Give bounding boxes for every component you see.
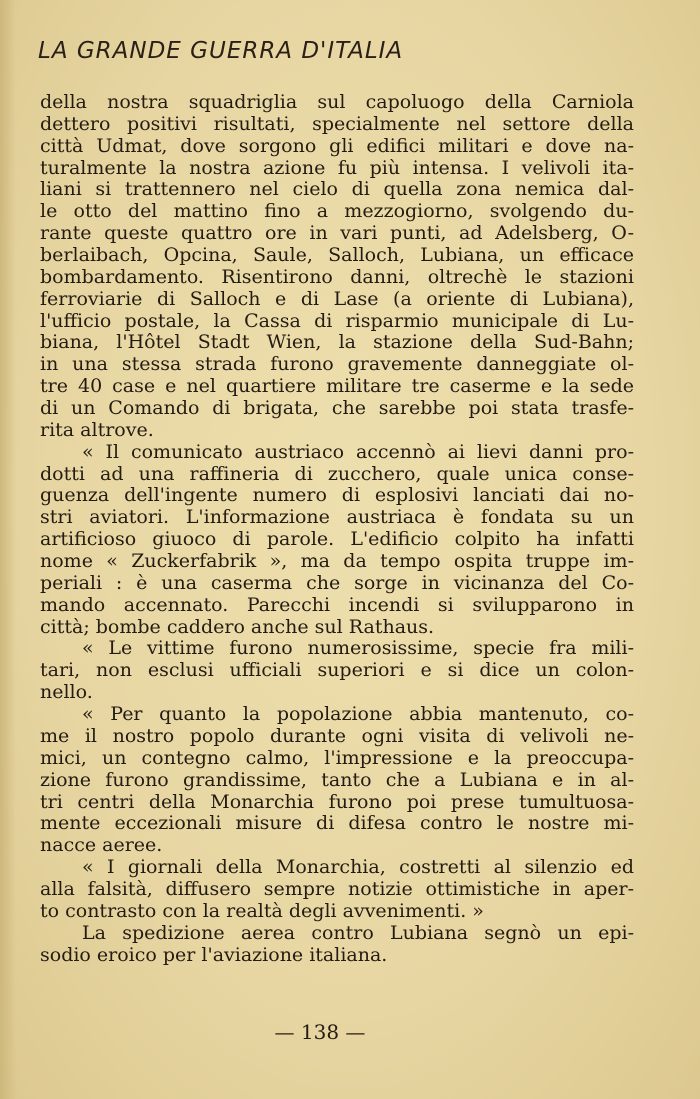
- text-line: biana, l'Hôtel Stadt Wien, la stazione della Sud-Bahn;: [40, 331, 634, 354]
- text-line: « Il comunicato austriaco accennò ai lievi danni pro-: [82, 440, 634, 463]
- text-line: nome « Zuckerfabrik », ma da tempo ospita truppe im-: [40, 550, 634, 573]
- text-line: tari, non esclusi ufficiali superiori e si dice un colon-: [40, 659, 634, 682]
- text-line: mente eccezionali misure di difesa contro le nostre mi-: [40, 812, 634, 835]
- text-line: artificioso giuoco di parole. L'edificio colpito ha infatti: [40, 528, 634, 551]
- text-line: in una stessa strada furono gravemente danneggiate ol-: [40, 353, 634, 376]
- text-line: zione furono grandissime, tanto che a Lubiana e in al-: [40, 768, 634, 791]
- text-line: turalmente la nostra azione fu più intensa. I velivoli ita-: [40, 156, 634, 179]
- text-line: « Le vittime furono numerosissime, specie fra mili-: [82, 637, 634, 660]
- text-line: periali : è una caserma che sorge in vicinanza del Co-: [40, 571, 634, 594]
- text-line: stri aviatori. L'informazione austriaca è fondata su un: [40, 506, 634, 529]
- text-line: dettero positivi risultati, specialmente nel settore della: [40, 112, 634, 135]
- text-line: tri centri della Monarchia furono poi prese tumultuosa-: [40, 790, 634, 813]
- text-line: dotti ad una raffineria di zucchero, quale unica conse-: [40, 462, 634, 485]
- text-line: l'ufficio postale, la Cassa di risparmio municipale di Lu-: [40, 309, 634, 332]
- text-line: mando accennato. Parecchi incendi si svilupparono in: [40, 593, 634, 616]
- text-line: tre 40 case e nel quartiere militare tre caserme e la sede: [40, 375, 634, 398]
- body-text: [40, 92, 634, 966]
- text-line: La spedizione aerea contro Lubiana segnò un epi-: [82, 921, 634, 944]
- text-line: « I giornali della Monarchia, costretti al silenzio ed: [82, 856, 634, 879]
- text-line: to contrasto con la realtà degli avvenimenti. »: [40, 899, 484, 922]
- text-line: le otto del mattino fino a mezzogiorno, svolgendo du-: [40, 200, 634, 223]
- text-line: nacce aeree.: [40, 834, 163, 857]
- text-line: mici, un contegno calmo, l'impressione e la preoccupa-: [40, 746, 634, 769]
- running-head: LA GRANDE GUERRA D'ITALIA: [38, 38, 404, 64]
- text-line: sodio eroico per l'aviazione italiana.: [40, 943, 388, 966]
- text-line: berlaibach, Opcina, Saule, Salloch, Lubiana, un efficace: [40, 244, 634, 267]
- text-line: liani si trattennero nel cielo di quella zona nemica dal-: [40, 178, 634, 201]
- text-line: città; bombe caddero anche sul Rathaus.: [40, 615, 435, 638]
- text-line: di un Comando di brigata, che sarebbe poi stata trasfe-: [40, 397, 634, 420]
- text-line: ferroviarie di Salloch e di Lase (a oriente di Lubiana),: [40, 287, 634, 310]
- text-line: me il nostro popolo durante ogni visita di velivoli ne-: [40, 724, 634, 747]
- text-line: nello.: [40, 681, 93, 704]
- text-line: bombardamento. Risentirono danni, oltrechè le stazioni: [40, 265, 634, 288]
- text-line: guenza dell'ingente numero di esplosivi lanciati dai no-: [40, 484, 634, 507]
- text-line: della nostra squadriglia sul capoluogo della Carniola: [40, 91, 634, 113]
- page-number: — 138 —: [274, 1020, 366, 1044]
- text-line: città Udmat, dove sorgono gli edifici militari e dove na-: [40, 134, 634, 157]
- text-line: rante queste quattro ore in vari punti, ad Adelsberg, O-: [40, 222, 634, 245]
- text-line: « Per quanto la popolazione abbia mantenuto, co-: [82, 703, 634, 726]
- text-line: alla falsità, diffusero sempre notizie ottimistiche in aper-: [40, 877, 634, 900]
- text-line: rita altrove.: [40, 418, 154, 441]
